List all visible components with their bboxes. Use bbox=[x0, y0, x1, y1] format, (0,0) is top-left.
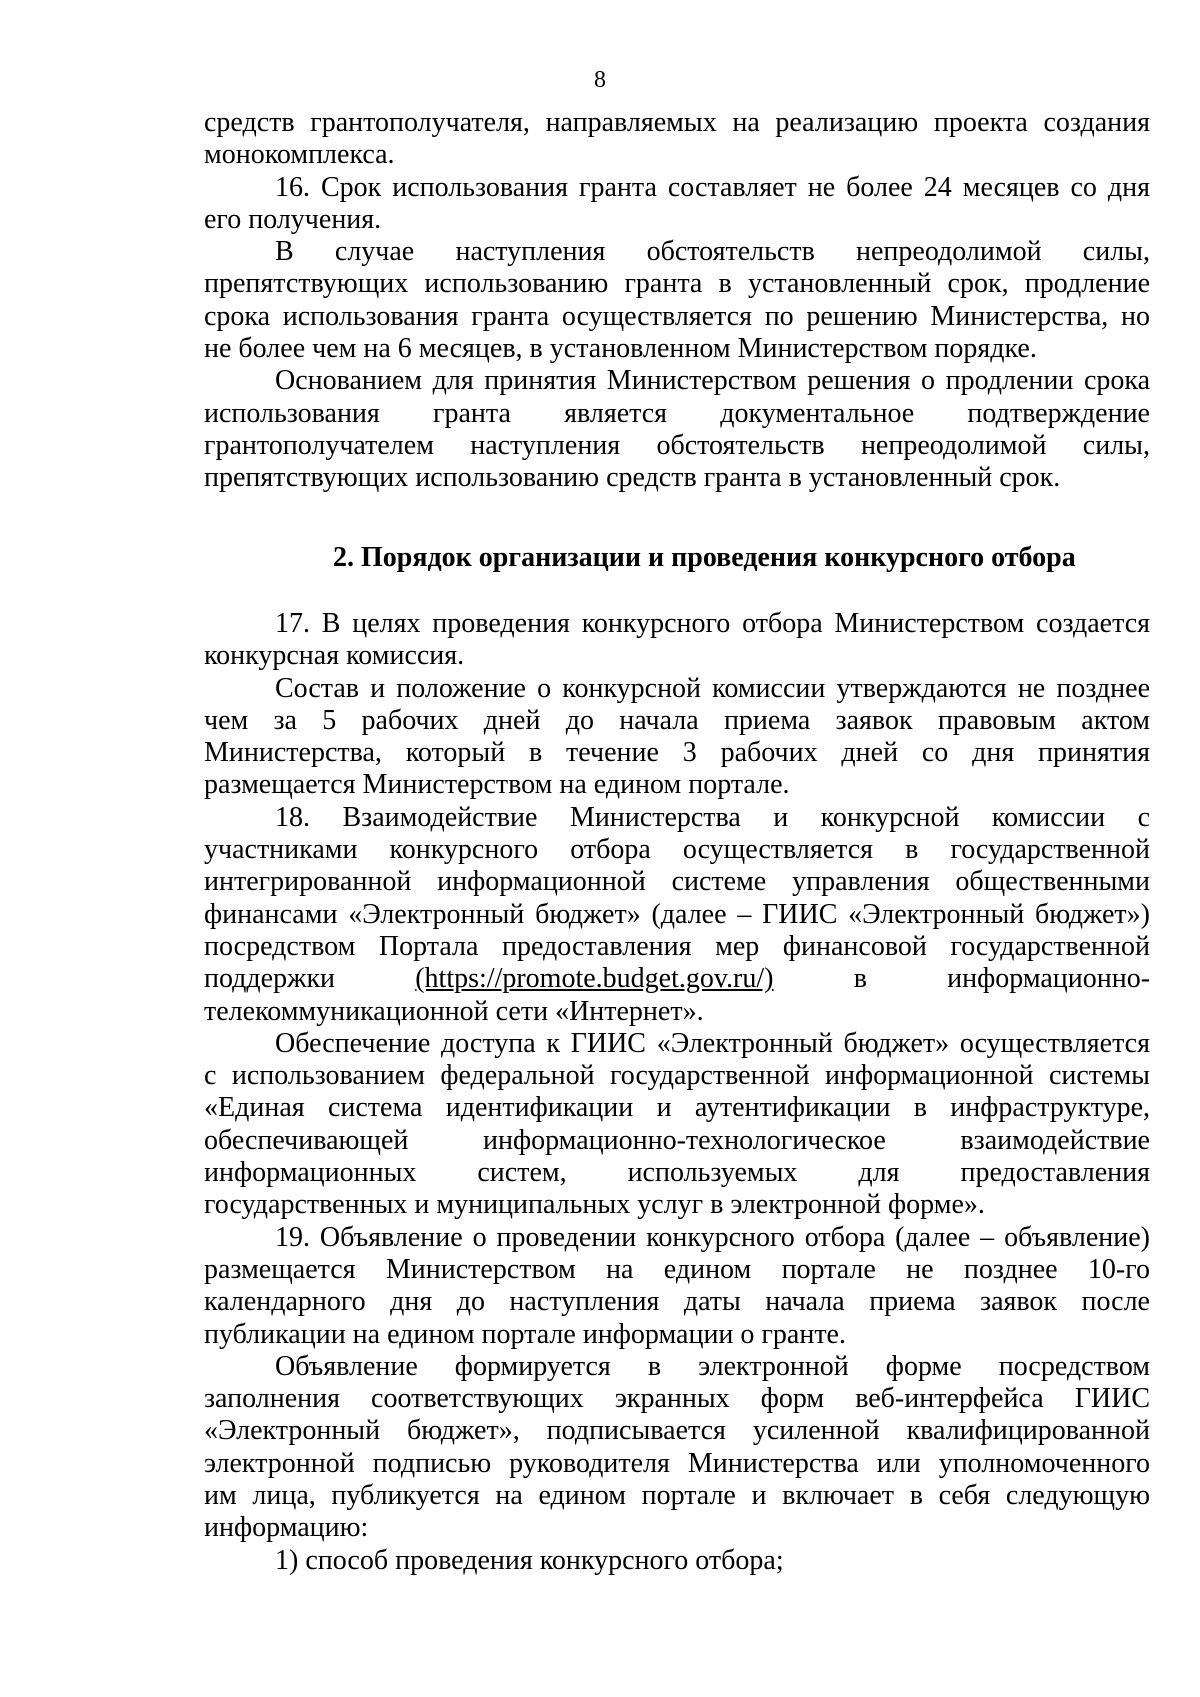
text-line: посредством Портала предоставления мер финансовой государственной bbox=[204, 930, 1150, 962]
text-line: его получения. bbox=[204, 203, 382, 235]
text-line: Состав и положение о конкурсной комиссии утверждаются не позднее bbox=[275, 672, 1150, 704]
text-line: не более чем на 6 месяцев, в установленном Министерством порядке. bbox=[204, 333, 1037, 365]
text-line: им лица, публикуется на едином портале и включает в себя следующую bbox=[204, 1480, 1150, 1512]
text-line: «Электронный бюджет», подписывается усиленной квалифицированной bbox=[204, 1415, 1150, 1447]
text-line: конкурсная комиссия. bbox=[204, 640, 465, 672]
text-line: электронной подписью руководителя Министерства или уполномоченного bbox=[204, 1447, 1150, 1479]
section-heading: 2. Порядок организации и проведения конкурсного отбора bbox=[333, 542, 1076, 573]
text-line: Объявление формируется в электронной форме посредством bbox=[275, 1350, 1150, 1382]
text-line: интегрированной информационной системе управления общественными bbox=[204, 866, 1150, 898]
text-line: Обеспечение доступа к ГИИС «Электронный бюджет» осуществляется bbox=[275, 1027, 1150, 1059]
text-line: финансами «Электронный бюджет» (далее – ГИИС «Электронный бюджет») bbox=[204, 898, 1150, 930]
text-line: 18. Взаимодействие Министерства и конкурсной комиссии с bbox=[275, 801, 1150, 833]
text-line: «Единая система идентификации и аутентификации в инфраструктуре, bbox=[204, 1092, 1150, 1124]
text-line: В случае наступления обстоятельств непреодолимой силы, bbox=[275, 236, 1150, 268]
portal-link[interactable]: (https://promote.budget.gov.ru/) bbox=[415, 963, 774, 995]
text-line: обеспечивающей информационно-технологическое взаимодействие bbox=[204, 1124, 1150, 1156]
text-line: препятствующих использованию гранта в установленный срок, продление bbox=[204, 268, 1150, 300]
text-line: Министерства, который в течение 3 рабочих дней со дня принятия bbox=[204, 737, 1150, 769]
text-line: с использованием федеральной государственной информационной системы bbox=[204, 1060, 1150, 1092]
text-fragment: информационно- bbox=[947, 963, 1151, 995]
text-line: использования гранта является документальное подтверждение bbox=[204, 397, 1150, 429]
text-line: препятствующих использованию средств гранта в установленный срок. bbox=[204, 462, 1061, 494]
text-line: календарного дня до наступления даты начала приема заявок после bbox=[204, 1286, 1150, 1318]
text-line: информационных систем, используемых для предоставления bbox=[204, 1157, 1150, 1189]
text-line: телекоммуникационной сети «Интернет». bbox=[204, 995, 704, 1027]
text-line: 16. Срок использования гранта составляет не более 24 месяцев со дня bbox=[275, 171, 1150, 203]
text-line: информацию: bbox=[204, 1512, 369, 1544]
text-line: размещается Министерством на едином портале. bbox=[204, 769, 790, 801]
text-line: публикации на едином портале информации о гранте. bbox=[204, 1318, 846, 1350]
text-line: средств грантополучателя, направляемых на реализацию проекта создания bbox=[204, 107, 1150, 138]
text-line: 19. Объявление о проведении конкурсного отбора (далее – объявление) bbox=[275, 1221, 1150, 1253]
text-block-1 bbox=[204, 107, 1150, 495]
page-number: 8 bbox=[594, 67, 606, 93]
text-line: 17. В целях проведения конкурсного отбора Министерством создается bbox=[275, 608, 1150, 639]
text-line-with-link bbox=[204, 963, 1150, 995]
text-block-2 bbox=[204, 608, 1150, 1577]
text-line: чем за 5 рабочих дней до начала приема заявок правовым актом bbox=[204, 704, 1150, 736]
text-line: монокомплекса. bbox=[204, 139, 395, 171]
text-line: Основанием для принятия Министерством решения о продлении срока bbox=[275, 365, 1150, 397]
text-line: заполнения соответствующих экранных форм веб-интерфейса ГИИС bbox=[204, 1383, 1150, 1415]
text-line: государственных и муниципальных услуг в электронной форме». bbox=[204, 1189, 985, 1221]
text-line: размещается Министерством на едином портале не позднее 10-го bbox=[204, 1253, 1150, 1285]
text-line: срока использования гранта осуществляется по решению Министерства, но bbox=[204, 300, 1150, 332]
text-fragment: в bbox=[853, 963, 867, 995]
text-fragment: поддержки bbox=[204, 963, 336, 995]
text-line: участниками конкурсного отбора осуществляется в государственной bbox=[204, 834, 1150, 866]
text-line: 1) способ проведения конкурсного отбора; bbox=[275, 1544, 784, 1576]
text-line: грантополучателем наступления обстоятельств непреодолимой силы, bbox=[204, 429, 1150, 461]
